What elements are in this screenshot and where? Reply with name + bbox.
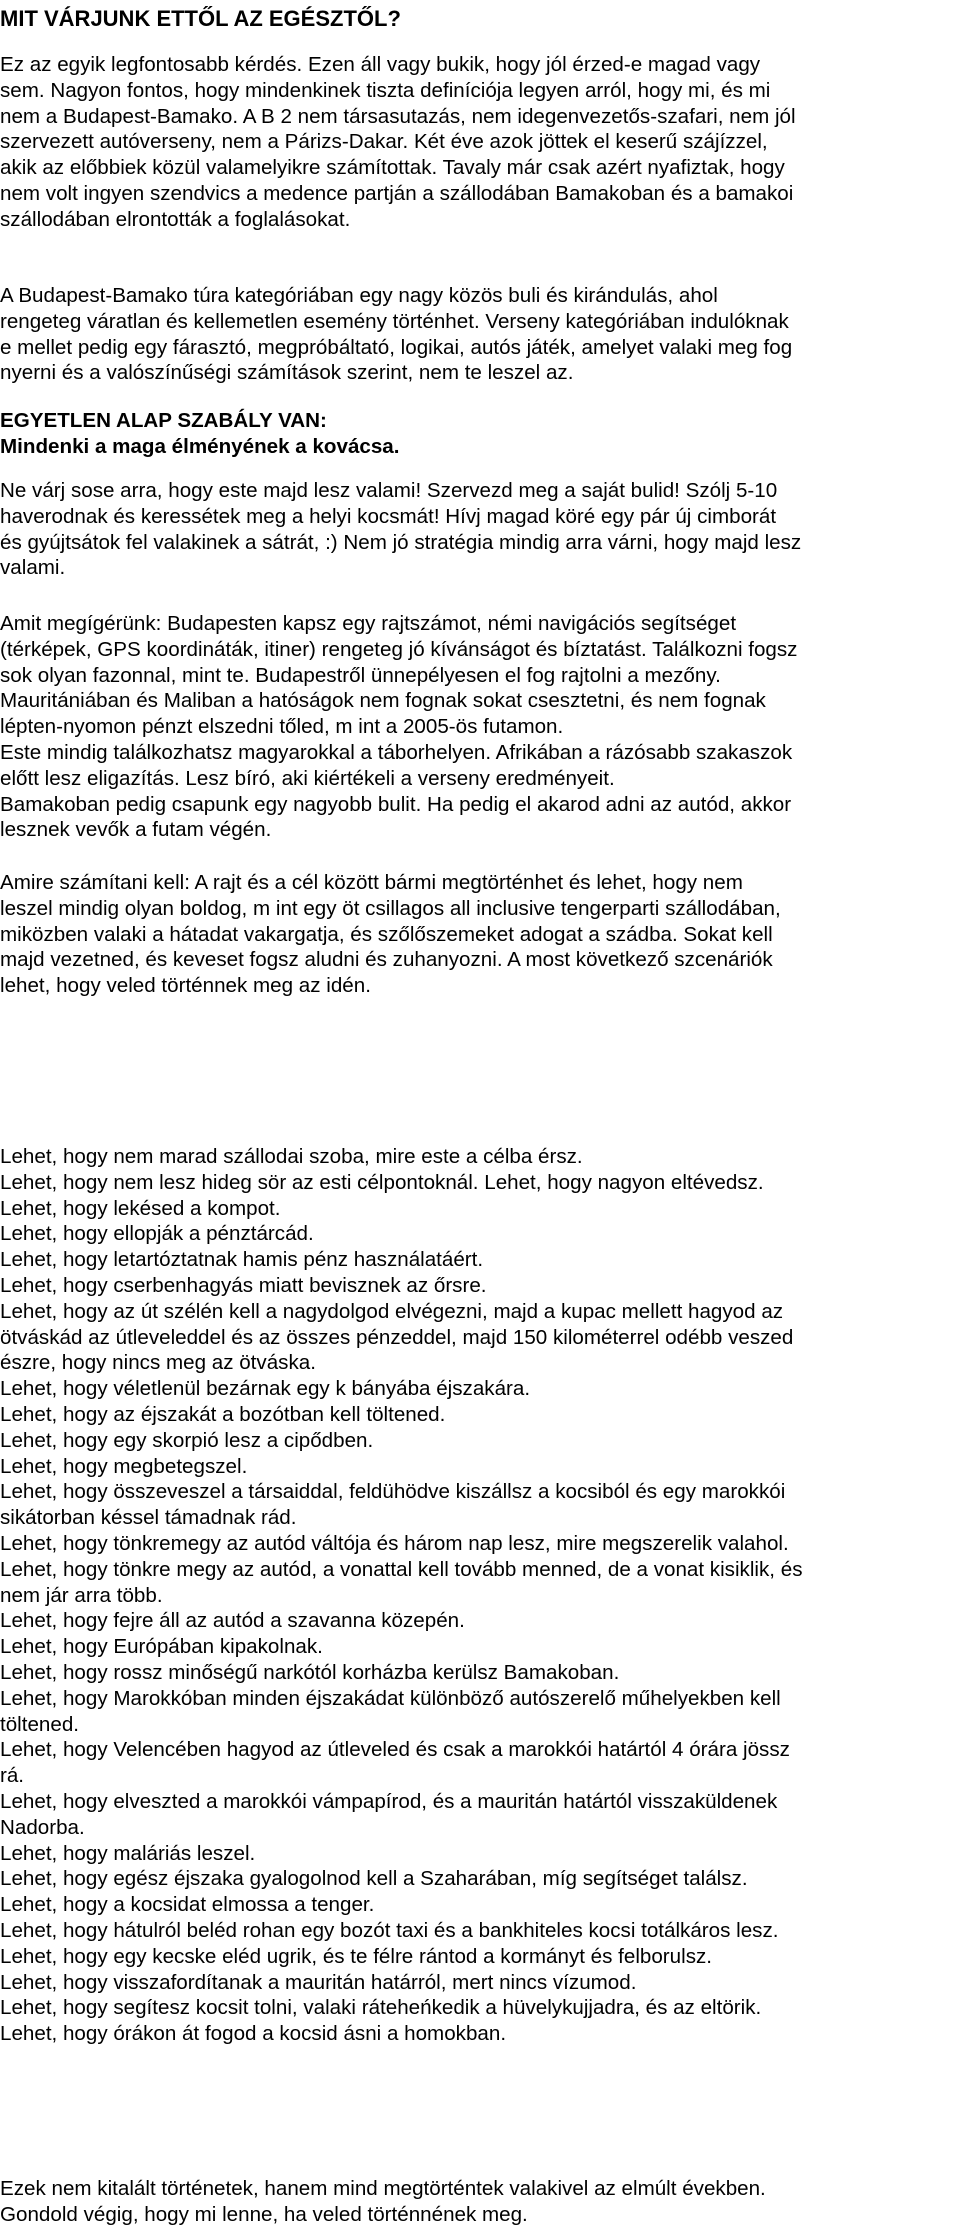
scenario-line: Lehet, hogy az út szélén kell a nagydolgod elvégezni, majd a kupac mellett hagyod az: [0, 1299, 784, 1323]
page-title: MIT VÁRJUNK ETTŐL AZ EGÉSZTŐL?: [0, 6, 401, 31]
scenario-list: [0, 1144, 960, 2047]
scenario-line: Lehet, hogy visszafordítanak a mauritán határról, mert nincs vízumod.: [0, 1970, 637, 1994]
party-line: valami.: [0, 556, 66, 580]
scenario-line: Lehet, hogy letartóztatnak hamis pénz használatáért.: [0, 1248, 484, 1272]
scenario-line: sikátorban késsel támadnak rád.: [0, 1506, 297, 1530]
party-line: és gyújtsátok fel valakinek a sátrát, :) Nem jó stratégia mindig arra várni, hogy majd lesz: [0, 530, 802, 554]
scenario-line: Lehet, hogy egy skorpió lesz a cipődben.: [0, 1428, 374, 1452]
intro-line: szállodában elrontották a foglalásokat.: [0, 207, 351, 231]
scenario-line: ötváskád az útleveleddel és az összes pénzeddel, majd 150 kilométerrel odébb veszed: [0, 1325, 794, 1349]
scenario-line: nem jár arra több.: [0, 1583, 163, 1607]
expect-paragraph: [0, 870, 960, 999]
promise-line: lépten-nyomon pénzt elszedni tőled, m int a 2005-ös futamon.: [0, 715, 564, 739]
closing-line: Gondold végig, hogy mi lenne, ha veled történnének meg.: [0, 2202, 528, 2226]
expect-line: miközben valaki a hátadat vakargatja, és szőlőszemeket adogat a szádba. Sokat kell: [0, 922, 773, 946]
intro-line: Ez az egyik legfontosabb kérdés. Ezen áll vagy bukik, hogy jól érzed-e magad vagy: [0, 53, 761, 76]
scenario-line: Nadorba.: [0, 1815, 85, 1839]
scenario-line: Lehet, hogy lekésed a kompot.: [0, 1196, 281, 1220]
promise-line: lesznek vevők a futam végén.: [0, 818, 272, 842]
closing-line: Ezek nem kitalált történetek, hanem mind megtörténtek valakivel az elmúlt években.: [0, 2177, 766, 2200]
scenario-line: Lehet, hogy tönkre megy az autód, a vonattal kell tovább menned, de a vonat kisiklik, és: [0, 1557, 803, 1581]
scenario-line: Lehet, hogy Európában kipakolnak.: [0, 1635, 323, 1659]
intro-paragraph: [0, 52, 960, 233]
scenario-line: Lehet, hogy fejre áll az autód a szavanna közepén.: [0, 1609, 465, 1633]
scenario-line: Lehet, hogy a kocsidat elmossa a tenger.: [0, 1893, 375, 1917]
party-line: haverodnak és keressétek meg a helyi kocsmát! Hívj magad köré egy pár új cimborát: [0, 504, 777, 528]
party-line: Ne várj sose arra, hogy este majd lesz valami! Szervezd meg a saját bulid! Szólj 5-10: [0, 479, 778, 502]
category-line: e mellet pedig egy fárasztó, megpróbáltató, logikai, autós játék, amelyet valaki meg fog: [0, 335, 793, 359]
category-line: rengeteg váratlan és kellemetlen esemény történhet. Verseny kategóriában indulóknak: [0, 309, 789, 333]
rule-paragraph: [0, 408, 960, 460]
scenario-line: Lehet, hogy nem marad szállodai szoba, mire este a célba érsz.: [0, 1145, 583, 1168]
promise-line: Amit megígérünk: Budapesten kapsz egy rajtszámot, némi navigációs segítséget: [0, 612, 737, 635]
expect-line: majd vezetned, és keveset fogsz aludni és zuhanyozni. A most következő szcenáriók: [0, 948, 773, 972]
intro-line: akik az előbbiek közül valamelyikre számítottak. Tavaly már csak azért nyafiztak, hogy: [0, 156, 785, 180]
scenario-line: Lehet, hogy segítesz kocsit tolni, valaki ráteheńkedik a hüvelykujjadra, és az eltörik.: [0, 1996, 762, 2020]
scenario-line: Lehet, hogy nem lesz hideg sör az esti célpontoknál. Lehet, hogy nagyon eltévedsz.: [0, 1170, 764, 1194]
scenario-line: Lehet, hogy tönkremegy az autód váltója és három nap lesz, mire megszerelik valahol.: [0, 1531, 789, 1555]
intro-line: nem volt ingyen szendvics a medence partján a szállodában Bamakoban és a bamakoi: [0, 181, 794, 205]
scenario-line: Lehet, hogy véletlenül bezárnak egy k bányába éjszakára.: [0, 1377, 531, 1401]
rule-heading: EGYETLEN ALAP SZABÁLY VAN:: [0, 409, 327, 432]
scenario-line: Lehet, hogy maláriás leszel.: [0, 1841, 256, 1865]
rule-text: Mindenki a maga élményének a kovácsa.: [0, 434, 400, 458]
intro-line: szervezett autóverseny, nem a Párizs-Dakar. Két éve azok jöttek el keserű szájízzel,: [0, 130, 768, 154]
category-line: nyerni és a valószínűségi számítások szerint, nem te leszel az.: [0, 361, 574, 385]
scenario-line: Lehet, hogy órákon át fogod a kocsid ásni a homokban.: [0, 2022, 507, 2046]
scenario-line: Lehet, hogy Marokkóban minden éjszakádat különböző autószerelő műhelyekben kell: [0, 1686, 781, 1710]
scenario-line: Lehet, hogy ellopják a pénztárcád.: [0, 1222, 314, 1246]
closing-paragraph: [0, 2176, 960, 2228]
scenario-line: Lehet, hogy egész éjszaka gyalogolnod kell a Szaharában, míg segítséget találsz.: [0, 1867, 748, 1891]
intro-line: sem. Nagyon fontos, hogy mindenkinek tiszta definíciója legyen arról, hogy mi, és mi: [0, 78, 771, 102]
category-line: A Budapest-Bamako túra kategóriában egy nagy közös buli és kirándulás, ahol: [0, 284, 718, 307]
scenario-line: Lehet, hogy rossz minőségű narkótól korházba kerülsz Bamakoban.: [0, 1660, 620, 1684]
scenario-line: töltened.: [0, 1712, 80, 1736]
scenario-line: Lehet, hogy hátulról beléd rohan egy bozót taxi és a bankhiteles kocsi totálkáros lesz.: [0, 1918, 779, 1942]
scenario-line: Lehet, hogy cserbenhagyás miatt bevisznek az őrsre.: [0, 1273, 487, 1297]
scenario-line: Lehet, hogy Velencében hagyod az útleveled és csak a marokkói határtól 4 órára jössz: [0, 1738, 790, 1762]
scenario-line: Lehet, hogy egy kecske eléd ugrik, és te félre rántod a kormányt és felborulsz.: [0, 1944, 713, 1968]
scenario-line: Lehet, hogy az éjszakát a bozótban kell töltened.: [0, 1402, 446, 1426]
promise-line: Mauritániában és Maliban a hatóságok nem fognak sokat csesztetni, és nem fognak: [0, 689, 766, 713]
expect-line: leszel mindig olyan boldog, m int egy öt csillagos all inclusive tengerparti szállodában,: [0, 896, 781, 920]
scenario-line: Lehet, hogy megbetegszel.: [0, 1454, 248, 1478]
expect-line: Amire számítani kell: A rajt és a cél között bármi megtörténhet és lehet, hogy nem: [0, 871, 743, 894]
scenario-line: Lehet, hogy elveszted a marokkói vámpapírod, és a mauritán határtól visszaküldenek: [0, 1789, 778, 1813]
promise-line: előtt lesz eligazítás. Lesz bíró, aki kiértékeli a verseny eredményeit.: [0, 766, 615, 790]
intro-line: nem a Budapest-Bamako. A B 2 nem társasutazás, nem idegenvezetős-szafari, nem jól: [0, 104, 796, 128]
promise-paragraph: [0, 611, 960, 843]
category-paragraph: [0, 283, 960, 386]
promise-line: Bamakoban pedig csapunk egy nagyobb bulit. Ha pedig el akarod adni az autód, akkor: [0, 792, 792, 816]
promise-line: sok olyan fazonnal, mint te. Budapestről ünnepélyesen el fog rajtolni a mezőny.: [0, 663, 721, 687]
party-paragraph: [0, 478, 960, 581]
promise-line: Este mindig találkozhatsz magyarokkal a táborhelyen. Afrikában a rázósabb szakaszok: [0, 740, 793, 764]
scenario-line: észre, hogy nincs meg az ötváska.: [0, 1351, 316, 1375]
scenario-line: rá.: [0, 1764, 25, 1788]
expect-line: lehet, hogy veled történnek meg az idén.: [0, 974, 371, 998]
promise-line: (térképek, GPS koordináták, itiner) rengeteg jó kívánságot és bíztatást. Találkozni fogsz: [0, 637, 798, 661]
scenario-line: Lehet, hogy összeveszel a társaiddal, feldühödve kiszállsz a kocsiból és egy marokkói: [0, 1480, 786, 1504]
